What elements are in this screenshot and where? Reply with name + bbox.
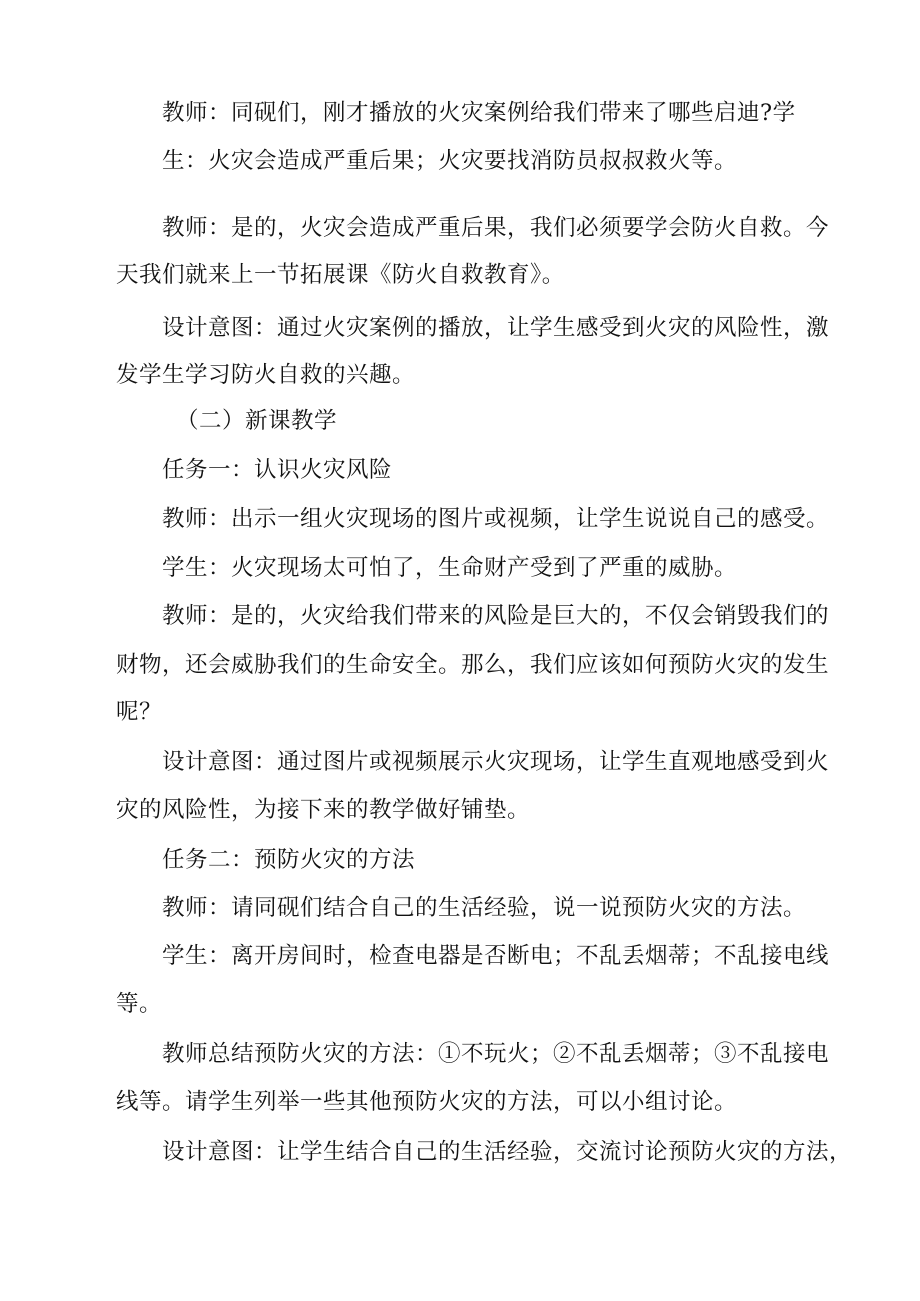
text-line-9: 教师：出示一组火灾现场的图片或视频，让学生说说自己的感受。 bbox=[162, 506, 830, 532]
text-line-19: 等。 bbox=[116, 991, 163, 1017]
text-line-11: 教师：是的，火灾给我们带来的风险是巨大的，不仅会销毁我们的 bbox=[162, 603, 830, 629]
text-line-22: 设计意图：让学生结合自己的生活经验，交流讨论预防火灾的方法， bbox=[162, 1139, 853, 1165]
text-line-20: 教师总结预防火灾的方法：①不玩火；②不乱丢烟蒂；③不乱接电 bbox=[162, 1041, 830, 1067]
task-heading-2: 任务二：预防火灾的方法 bbox=[162, 847, 416, 873]
text-line-15: 灾的风险性，为接下来的教学做好铺垫。 bbox=[116, 797, 531, 823]
text-line-10: 学生：火灾现场太可怕了，生命财产受到了严重的威胁。 bbox=[162, 555, 738, 581]
text-line-4: 天我们就来上一节拓展课《防火自救教育》。 bbox=[116, 262, 565, 288]
text-line-12: 财物，还会威胁我们的生命安全。那么，我们应该如何预防火灾的发生 bbox=[116, 652, 830, 678]
text-line-5: 设计意图：通过火灾案例的播放，让学生感受到火灾的风险性，激 bbox=[162, 315, 830, 341]
text-line-13: 呢？ bbox=[116, 699, 163, 725]
text-line-3: 教师：是的，火灾会造成严重后果，我们必须要学会防火自救。今 bbox=[162, 215, 830, 241]
task-heading-1: 任务一：认识火灾风险 bbox=[162, 457, 393, 483]
text-line-1: 教师：同砚们，刚才播放的火灾案例给我们带来了哪些启迪?学 bbox=[162, 100, 796, 126]
section-heading: （二）新课教学 bbox=[176, 408, 338, 434]
text-line-6: 发学生学习防火自救的兴趣。 bbox=[116, 362, 416, 388]
text-line-17: 教师：请同砚们结合自己的生活经验，说一说预防火灾的方法。 bbox=[162, 895, 807, 921]
text-line-21: 线等。请学生列举一些其他预防火灾的方法，可以小组讨论。 bbox=[116, 1089, 738, 1115]
text-line-14: 设计意图：通过图片或视频展示火灾现场，让学生直观地感受到火 bbox=[162, 749, 830, 775]
text-line-2: 生：火灾会造成严重后果；火灾要找消防员叔叔救火等。 bbox=[162, 148, 738, 174]
text-line-18: 学生：离开房间时，检查电器是否断电；不乱丢烟蒂；不乱接电线 bbox=[162, 943, 830, 969]
